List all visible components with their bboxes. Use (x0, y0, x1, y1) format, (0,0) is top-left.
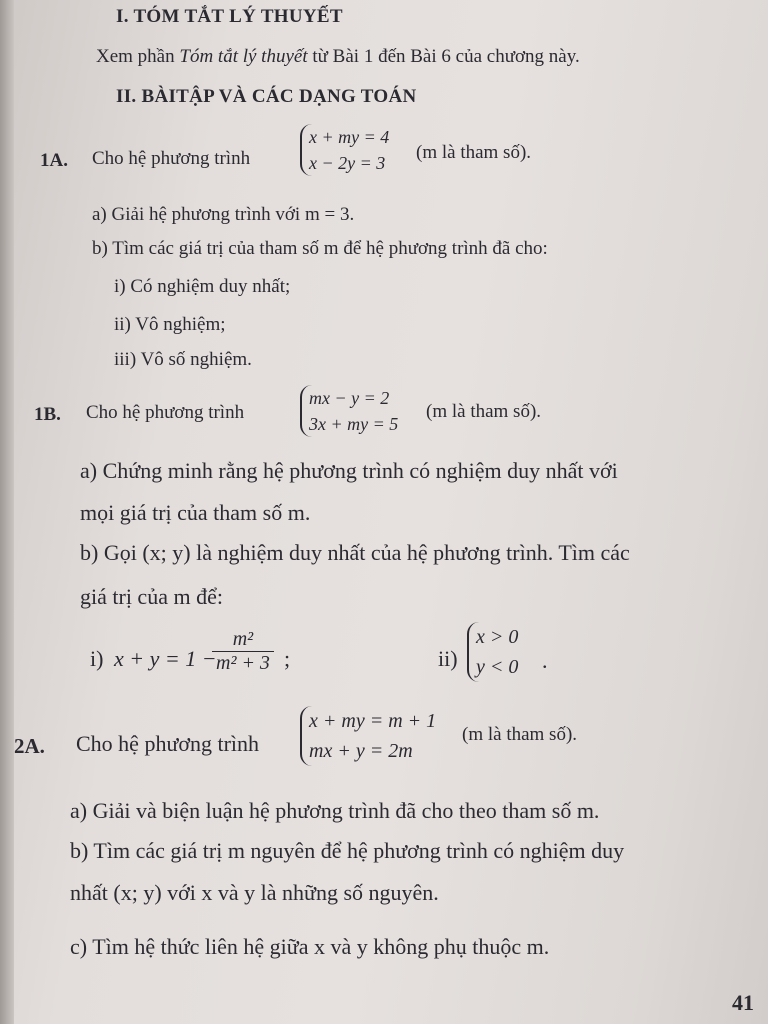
problem-2a-part-c: c) Tìm hệ thức liên hệ giữa x và y không phụ thuộc m. (70, 934, 550, 959)
problem-1a-part-b-ii: ii) Vô nghiệm; (114, 314, 226, 335)
problem-1b-number: 1B. (34, 404, 61, 425)
book-spine-shadow (0, 0, 14, 1024)
system-equation-1: mx − y = 2 (309, 388, 390, 408)
problem-1b-part-b-line2: giá trị của m để: (80, 584, 223, 609)
problem-1a-system (300, 124, 389, 176)
system-equation-2: y < 0 (476, 656, 519, 678)
problem-1a-part-b: b) Tìm các giá trị của tham số m để hệ phương trình đã cho: (92, 238, 548, 259)
fraction-denominator: m² + 3 (216, 652, 270, 674)
problem-1a-param: (m là tham số). (416, 142, 532, 163)
problem-1b-system (300, 385, 398, 437)
problem-1a-intro: Cho hệ phương trình (92, 148, 251, 169)
system-equation-1: x > 0 (476, 626, 519, 648)
problem-2a-system (300, 706, 436, 766)
problem-1b-part-a-line1: a) Chứng minh rằng hệ phương trình có nghiệm duy nhất với (80, 458, 618, 483)
problem-2a-number: 2A. (14, 734, 45, 758)
problem-2a-intro: Cho hệ phương trình (76, 731, 260, 756)
problem-1b-part-a-line2: mọi giá trị của tham số m. (80, 500, 311, 525)
problem-2a-param: (m là tham số). (462, 724, 578, 745)
problem-1b-param: (m là tham số). (426, 401, 542, 422)
system-equation-2: 3x + my = 5 (309, 414, 399, 434)
system-equation-1: x + my = 4 (309, 127, 390, 147)
problem-1b-part-b-line1: b) Gọi (x; y) là nghiệm duy nhất của hệ phương trình. Tìm các (80, 540, 630, 565)
fraction-numerator: m² (212, 628, 274, 652)
problem-2a-part-b-line2: nhất (x; y) với x và y là những số nguyên. (70, 880, 439, 905)
section-1-title: I. TÓM TẮT LÝ THUYẾT (116, 6, 343, 27)
system-equation-2: mx + y = 2m (309, 740, 413, 762)
problem-2a-part-b-line1: b) Tìm các giá trị m nguyên để hệ phương trình có nghiệm duy (70, 838, 625, 863)
page-number: 41 (732, 990, 754, 1015)
system-equation-1: x + my = m + 1 (309, 710, 437, 732)
problem-2a-part-a: a) Giải và biện luận hệ phương trình đã cho theo tham số m. (70, 798, 600, 823)
problem-1a-number: 1A. (40, 150, 68, 171)
section-1-description (96, 46, 580, 68)
problem-1b-intro: Cho hệ phương trình (86, 402, 245, 423)
description-pre: Xem phần (96, 46, 180, 67)
problem-1b-part-b-i-label: i) (90, 646, 104, 671)
problem-1b-part-b-ii-label: ii) (438, 646, 458, 671)
section-2-title: II. BÀITẬP VÀ CÁC DẠNG TOÁN (116, 86, 417, 107)
problem-1b-part-b-i-fraction (210, 628, 276, 675)
problem-1a-part-a: a) Giải hệ phương trình với m = 3. (92, 204, 355, 225)
problem-1b-part-b-i-lhs: x + y = 1 − (114, 646, 217, 671)
system-equation-2: x − 2y = 3 (309, 153, 386, 173)
problem-1a-part-b-i: i) Có nghiệm duy nhất; (114, 276, 291, 297)
description-post: từ Bài 1 đến Bài 6 của chương này. (307, 46, 580, 67)
problem-1b-part-b-i-end: ; (284, 646, 291, 671)
problem-1b-part-b-ii-end: . (542, 648, 548, 673)
description-italic: Tóm tắt lý thuyết (179, 46, 308, 67)
problem-1a-part-b-iii: iii) Vô số nghiệm. (114, 349, 252, 370)
problem-1b-part-b-ii-system (467, 622, 518, 682)
